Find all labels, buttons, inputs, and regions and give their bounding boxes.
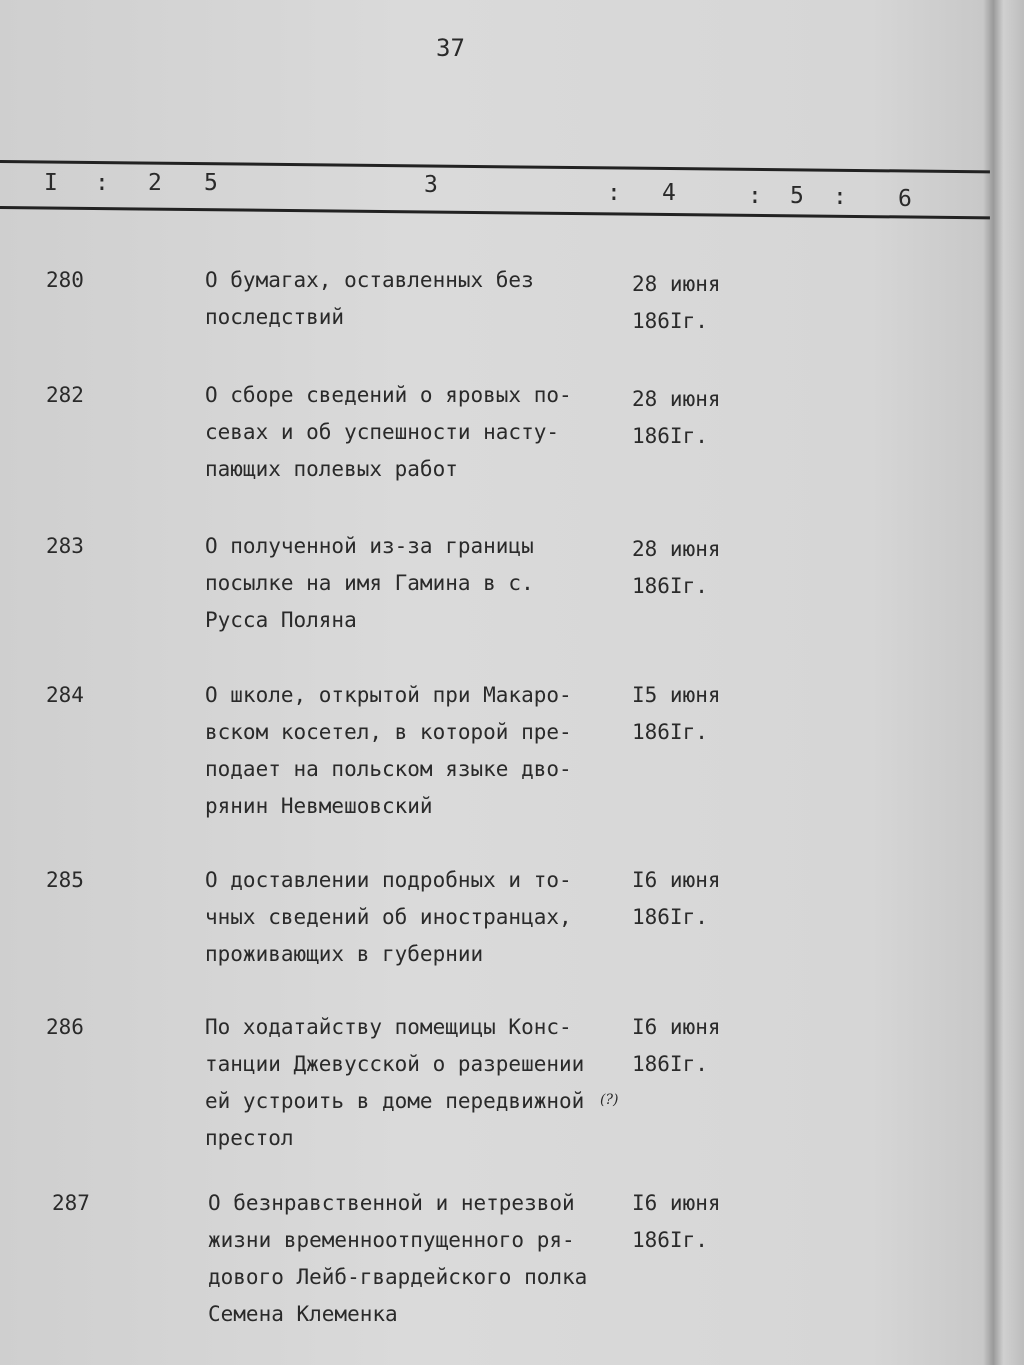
entry-description: О сборе сведений о яровых по- севах и об успешности насту- пающих полевых работ — [205, 383, 572, 481]
page-number: 37 — [436, 34, 465, 62]
col-header: 5 — [204, 170, 218, 196]
entry-date: 28 июня 186Iг. — [632, 537, 721, 598]
entry-description: О безнравственной и нетрезвой жизни временноотпущенного ря- дового Лейб-гвардейского полка Семена Клеменка — [208, 1191, 588, 1326]
col-header: 2 — [148, 170, 162, 196]
entry-number: 285 — [46, 868, 84, 892]
entry-description: По ходатайству помещицы Конс- танции Джевусской о разрешении ей устроить в доме передвижной престол — [205, 1015, 585, 1150]
col-header: 5 — [790, 183, 804, 209]
col-separator: : — [748, 183, 762, 209]
entry-number: 280 — [46, 268, 84, 292]
col-separator: : — [833, 184, 847, 210]
entry-description: О бумагах, оставленных без последствий — [205, 268, 534, 329]
entry-date: I6 июня 186Iг. — [632, 1015, 721, 1076]
entry-date: I5 июня 186Iг. — [632, 683, 721, 744]
col-separator: : — [607, 180, 621, 206]
entry-description: О полученной из-за границы посылке на имя Гамина в с. Русса Поляна — [205, 534, 534, 632]
entry-date: I6 июня 186Iг. — [632, 868, 721, 929]
col-header: 4 — [662, 180, 676, 206]
handwritten-note: (?) — [600, 1092, 619, 1108]
col-separator: : — [95, 170, 109, 196]
col-header: 6 — [898, 186, 912, 212]
entry-date: 28 июня 186Iг. — [632, 272, 721, 333]
entry-description: О школе, открытой при Макаро- вском косетел, в которой пре- подает на польском языке дво- рянин Невмешовский — [205, 683, 572, 818]
entry-date: I6 июня 186Iг. — [632, 1191, 721, 1252]
col-header: I — [44, 170, 58, 196]
entry-date: 28 июня 186Iг. — [632, 387, 721, 448]
col-header: 3 — [424, 172, 438, 198]
entry-number: 283 — [46, 534, 84, 558]
entry-number: 287 — [52, 1191, 90, 1215]
entry-number: 284 — [46, 683, 84, 707]
entry-number: 282 — [46, 383, 84, 407]
entry-number: 286 — [46, 1015, 84, 1039]
entry-description: О доставлении подробных и то- чных сведений об иностранцах, проживающих в губернии — [205, 868, 572, 966]
